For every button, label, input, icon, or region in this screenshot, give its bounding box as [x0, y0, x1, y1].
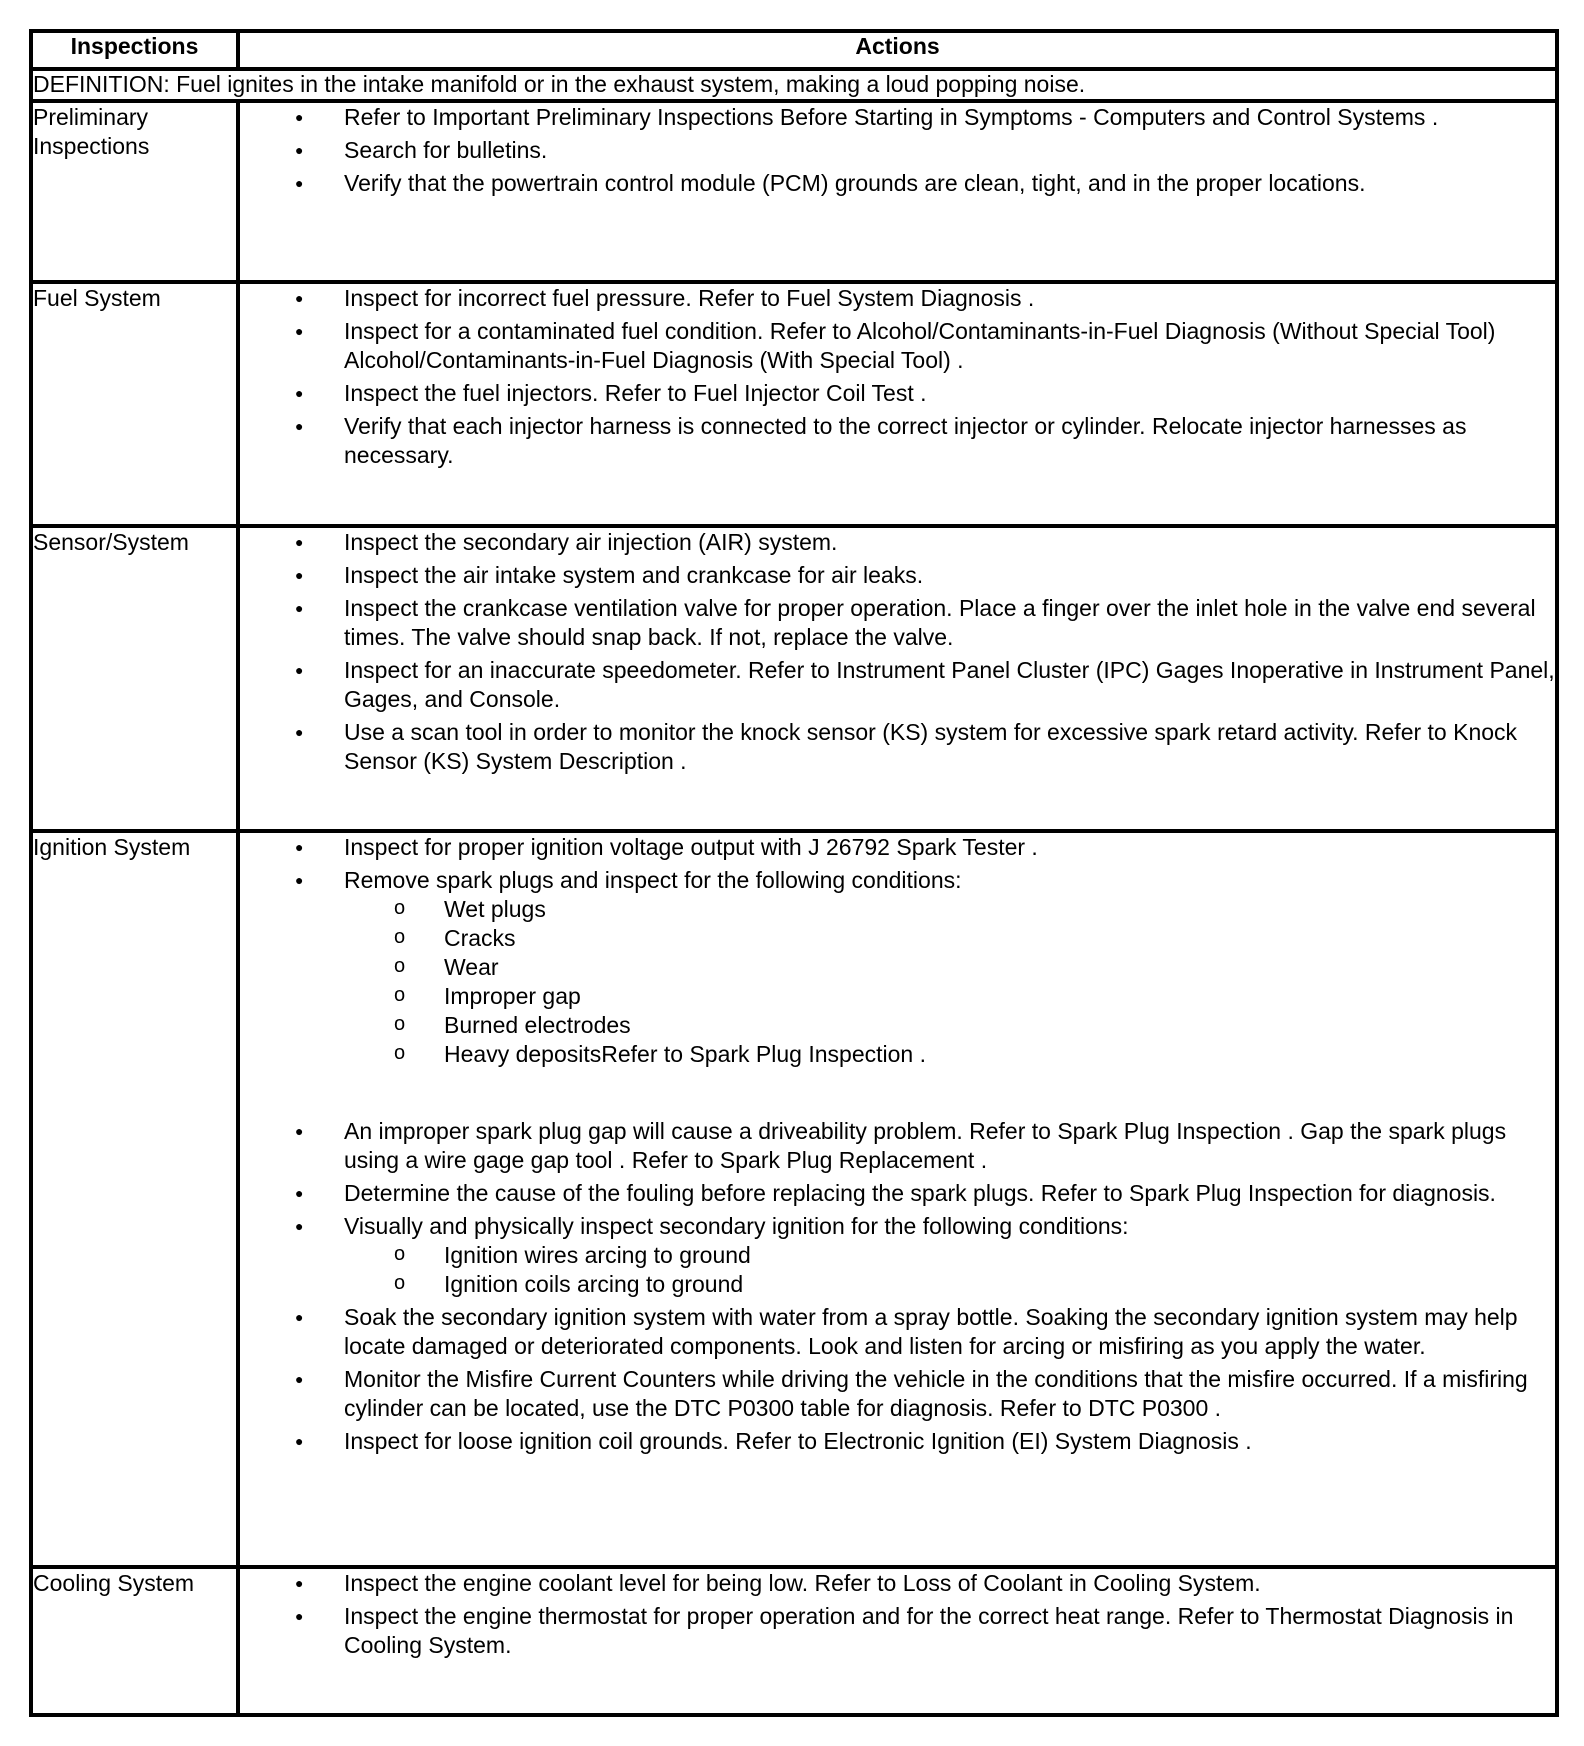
list-item: ● Search for bulletins. [240, 136, 1555, 165]
list-item: ● Verify that the powertrain control module (PCM) grounds are clean, tight, and in the proper locations. [240, 169, 1555, 198]
table-row [31, 526, 1557, 831]
row-label: Sensor/System [31, 526, 238, 831]
diagnostic-table [29, 29, 1559, 1717]
sub-list-item: o Improper gap [344, 982, 1555, 1011]
table-row [31, 831, 1557, 1567]
definition-text: DEFINITION: Fuel ignites in the intake manifold or in the exhaust system, making a loud popping noise. [31, 69, 1557, 101]
action-list [240, 833, 1555, 1456]
list-item: ● Use a scan tool in order to monitor the knock sensor (KS) system for excessive spark retard activity. Refer to Knock Sensor (KS) System Description . [240, 718, 1555, 776]
action-list [240, 1569, 1555, 1660]
action-list [240, 103, 1555, 198]
list-item: ● Inspect the engine coolant level for being low. Refer to Loss of Coolant in Cooling System. [240, 1569, 1555, 1598]
row-actions [238, 526, 1557, 831]
table-row [31, 1567, 1557, 1715]
list-item-text: Remove spark plugs and inspect for the following conditions: [344, 867, 962, 893]
header-inspections: Inspections [31, 31, 238, 69]
list-item [240, 1212, 1555, 1299]
sub-list-item: o Cracks [344, 924, 1555, 953]
sub-list-item: o Burned electrodes [344, 1011, 1555, 1040]
list-item: ● Inspect the crankcase ventilation valve for proper operation. Place a finger over the inlet hole in the valve end several times. The valve should snap back. If not, replace the valve. [240, 594, 1555, 652]
list-item: ● Inspect the air intake system and crankcase for air leaks. [240, 561, 1555, 590]
list-item: ● Inspect for incorrect fuel pressure. Refer to Fuel System Diagnosis . [240, 284, 1555, 313]
row-label: Fuel System [31, 282, 238, 526]
sub-list-item: o Heavy depositsRefer to Spark Plug Inspection . [344, 1040, 1555, 1069]
list-item: ● Inspect the secondary air injection (AIR) system. [240, 528, 1555, 557]
row-label: Ignition System [31, 831, 238, 1567]
sub-list-item: o Ignition coils arcing to ground [344, 1270, 1555, 1299]
row-label: Preliminary Inspections [31, 101, 238, 282]
list-item: ● Determine the cause of the fouling before replacing the spark plugs. Refer to Spark Plug Inspection for diagnosis. [240, 1179, 1555, 1208]
list-item: ● Verify that each injector harness is connected to the correct injector or cylinder. Relocate injector harnesses as necessary. [240, 412, 1555, 470]
row-actions [238, 831, 1557, 1567]
sub-list-item: o Wear [344, 953, 1555, 982]
table-row [31, 282, 1557, 526]
list-item: ● Monitor the Misfire Current Counters while driving the vehicle in the conditions that the misfire occurred. If a misfiring cylinder can be located, use the DTC P0300 table for diagnosis. Refer to DTC P0300 . [240, 1365, 1555, 1423]
row-actions [238, 282, 1557, 526]
action-list [240, 528, 1555, 776]
row-actions [238, 1567, 1557, 1715]
list-item: ● Inspect for a contaminated fuel condition. Refer to Alcohol/Contaminants-in-Fuel Diagnosis (Without Special Tool) Alcohol/Contaminants-in-Fuel Diagnosis (With Special Tool) . [240, 317, 1555, 375]
header-actions: Actions [238, 31, 1557, 69]
list-item-text: Visually and physically inspect secondary ignition for the following conditions: [344, 1213, 1129, 1239]
header-row [31, 31, 1557, 69]
row-label: Cooling System [31, 1567, 238, 1715]
list-item: ● Inspect the fuel injectors. Refer to Fuel Injector Coil Test . [240, 379, 1555, 408]
action-list [240, 284, 1555, 470]
definition-row [31, 69, 1557, 101]
list-item: ● Soak the secondary ignition system with water from a spray bottle. Soaking the secondary ignition system may help locate damaged or deteriorated components. Look and listen for arcing or misfiring as you apply the water. [240, 1303, 1555, 1361]
diagnostic-table-container [29, 29, 1555, 1717]
list-item [240, 866, 1555, 1069]
list-item: ● Inspect for an inaccurate speedometer. Refer to Instrument Panel Cluster (IPC) Gages Inoperative in Instrument Panel, Gages, and Console. [240, 656, 1555, 714]
list-item: ● Inspect the engine thermostat for proper operation and for the correct heat range. Refer to Thermostat Diagnosis in Cooling System. [240, 1602, 1555, 1660]
sub-list-item: o Ignition wires arcing to ground [344, 1241, 1555, 1270]
table-row [31, 101, 1557, 282]
list-item: ● Inspect for loose ignition coil grounds. Refer to Electronic Ignition (EI) System Diagnosis . [240, 1427, 1555, 1456]
row-actions [238, 101, 1557, 282]
secondary-conditions-list [344, 1241, 1555, 1299]
spark-plug-conditions-list [344, 895, 1555, 1069]
list-item: ● An improper spark plug gap will cause a driveability problem. Refer to Spark Plug Inspection . Gap the spark plugs using a wire gage gap tool . Refer to Spark Plug Replacement . [240, 1117, 1555, 1175]
list-item: ● Inspect for proper ignition voltage output with J 26792 Spark Tester . [240, 833, 1555, 862]
list-item: ● Refer to Important Preliminary Inspections Before Starting in Symptoms - Computers and Control Systems . [240, 103, 1555, 132]
sub-list-item: o Wet plugs [344, 895, 1555, 924]
